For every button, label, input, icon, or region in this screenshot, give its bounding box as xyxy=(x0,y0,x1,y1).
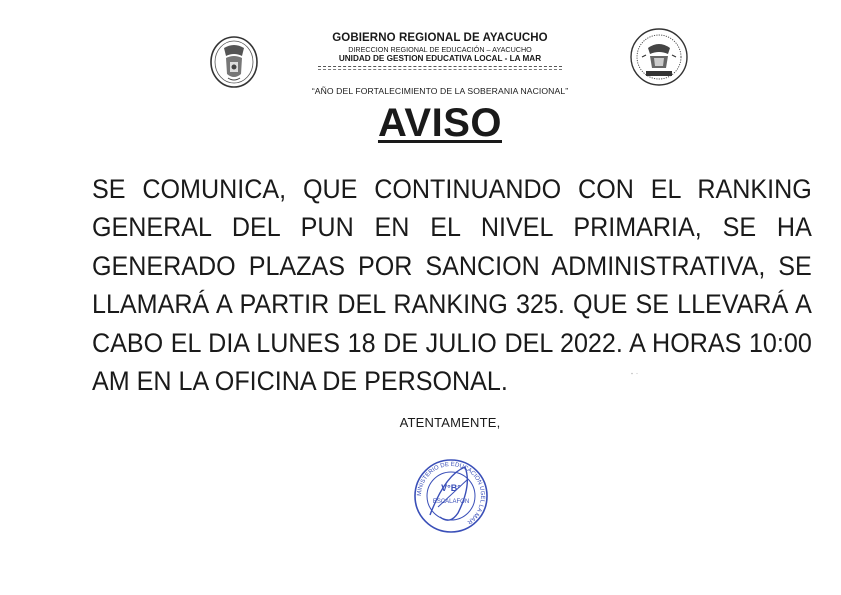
scan-speck xyxy=(630,372,640,375)
header-line-government: GOBIERNO REGIONAL DE AYACUCHO xyxy=(332,32,548,44)
header-divider-2 xyxy=(318,69,562,70)
stamp-center-text: V°B° xyxy=(441,483,461,493)
header-line-direction: DIRECCION REGIONAL DE EDUCACIÓN – AYACUCHO xyxy=(348,45,532,54)
official-stamp-icon xyxy=(410,455,492,537)
notice-body: SE COMUNICA, QUE CONTINUANDO CON EL RANKING GENERAL DEL PUN EN EL NIVEL PRIMARIA, SE HA GENERADO PLAZAS POR SANCION ADMINISTRATIVA, SE LLAMARÁ A PARTIR DEL RANKING 325. QUE SE LLEVARÁ A CABO EL DIA LUNES 18 DE JULIO DEL 2022. A HORAS 10:00 AM EN LA OFICINA DE PERSONAL. xyxy=(92,174,812,397)
education-seal-icon xyxy=(628,26,690,88)
page-title: AVISO xyxy=(377,101,502,145)
stamp-sub-text: ESCALAFON xyxy=(432,499,470,505)
stamp-ring-text: MINISTERIO DE EDUCACION UGEL LA MAR xyxy=(416,461,486,525)
regional-emblem-icon xyxy=(208,34,260,90)
header-line-ugel: UNIDAD DE GESTION EDUCATIVA LOCAL - LA MAR xyxy=(338,54,542,63)
header-divider xyxy=(318,66,562,67)
letterhead xyxy=(290,32,590,70)
year-motto: “AÑO DEL FORTALECIMIENTO DE LA SOBERANIA NACIONAL” xyxy=(311,86,569,96)
closing-text: ATENTAMENTE, xyxy=(399,415,501,430)
